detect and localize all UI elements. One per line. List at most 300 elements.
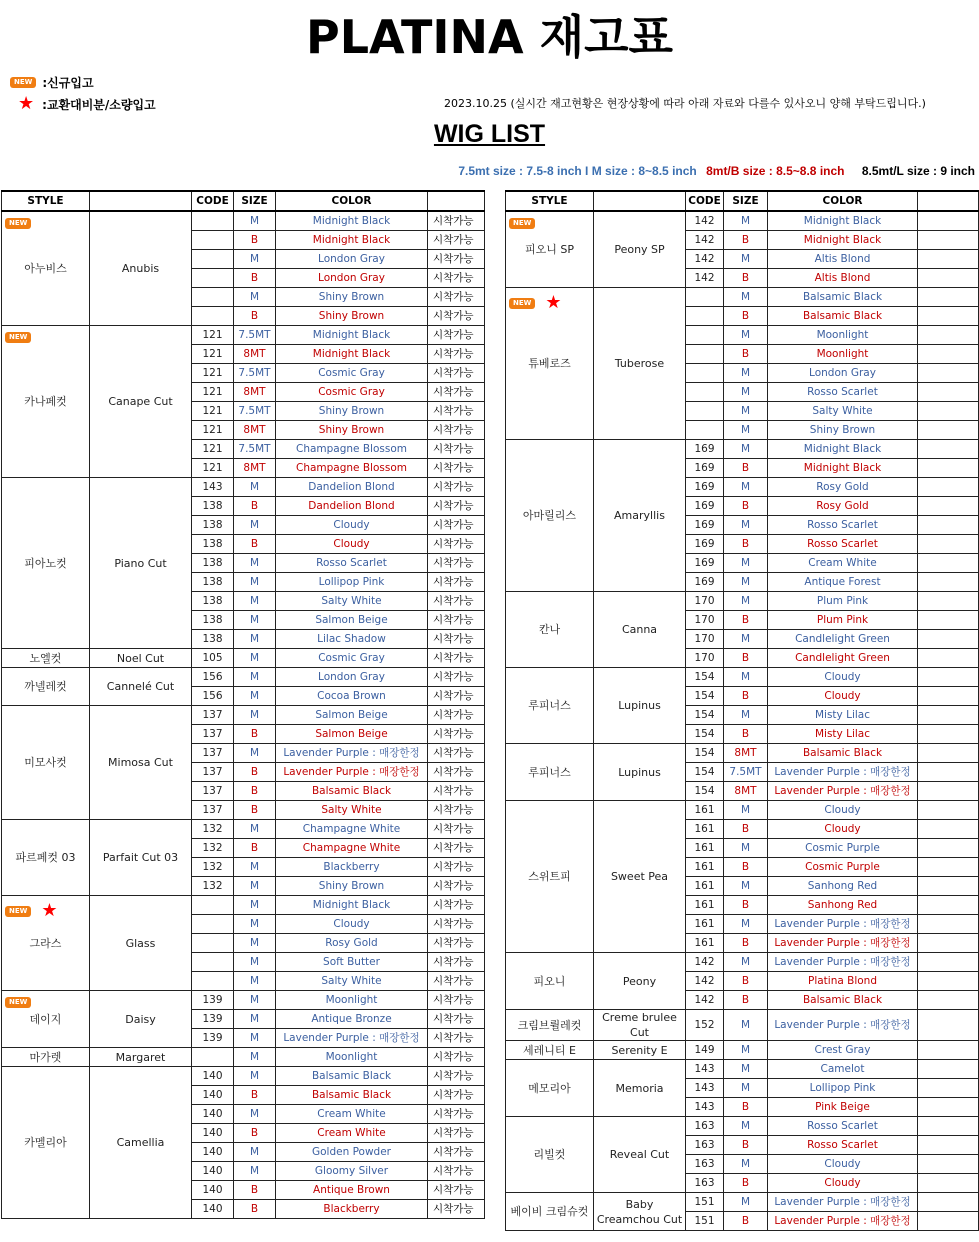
color-cell: Cloudy [768, 1155, 918, 1174]
size-cell: M [234, 1143, 276, 1162]
availability-cell: 시착가능 [428, 725, 485, 744]
size-guide [458, 164, 975, 178]
code-cell [192, 915, 234, 934]
stock-table-left [1, 190, 485, 1219]
style-kr-label: 크림브륄레컷 [517, 1018, 582, 1032]
code-cell: 154 [686, 687, 724, 706]
availability-cell: 시착가능 [428, 706, 485, 725]
code-cell: 161 [686, 820, 724, 839]
code-cell: 169 [686, 516, 724, 535]
size-cell: M [234, 211, 276, 231]
availability-cell: 시착가능 [428, 1048, 485, 1067]
table-row [2, 706, 485, 725]
code-cell: 161 [686, 839, 724, 858]
style-name-en: Peony SP [594, 211, 686, 288]
code-cell: 138 [192, 516, 234, 535]
code-cell [686, 307, 724, 326]
legend-new-label: :신규입고 [42, 76, 94, 90]
availability-cell [918, 326, 979, 345]
availability-cell: 시착가능 [428, 288, 485, 307]
style-kr-label: 카멜리아 [24, 1136, 67, 1149]
table-row [506, 1010, 979, 1041]
code-cell: 152 [686, 1010, 724, 1041]
color-cell: Balsamic Black [276, 1067, 428, 1086]
size-cell: M [234, 630, 276, 649]
availability-cell: 시착가능 [428, 535, 485, 554]
table-row [506, 1060, 979, 1079]
code-cell: 132 [192, 877, 234, 896]
code-cell [192, 972, 234, 991]
color-cell: Balsamic Black [276, 1086, 428, 1105]
code-cell: 139 [192, 1029, 234, 1048]
code-cell: 163 [686, 1117, 724, 1136]
color-cell: Lollipop Pink [768, 1079, 918, 1098]
code-cell: 143 [686, 1060, 724, 1079]
size-cell: B [724, 934, 768, 953]
code-cell: 121 [192, 345, 234, 364]
color-cell: Rosso Scarlet [768, 383, 918, 402]
code-cell: 138 [192, 535, 234, 554]
size-cell: B [724, 345, 768, 364]
availability-cell: 시착가능 [428, 896, 485, 915]
availability-cell [918, 630, 979, 649]
color-cell: Moonlight [276, 991, 428, 1010]
size-cell: M [724, 573, 768, 592]
code-cell: 139 [192, 1010, 234, 1029]
availability-cell: 시착가능 [428, 801, 485, 820]
code-cell [192, 231, 234, 250]
availability-cell [918, 1098, 979, 1117]
style-kr-label: 리빌컷 [533, 1148, 566, 1161]
color-cell: London Gray [768, 364, 918, 383]
availability-cell: 시착가능 [428, 839, 485, 858]
size-cell: 8MT [234, 383, 276, 402]
code-cell: 142 [686, 250, 724, 269]
style-name-en: Camellia [90, 1067, 192, 1219]
availability-cell: 시착가능 [428, 934, 485, 953]
code-cell: 137 [192, 782, 234, 801]
style-name-en: Glass [90, 896, 192, 991]
size-cell: B [234, 763, 276, 782]
color-cell: Gloomy Silver [276, 1162, 428, 1181]
color-cell: London Gray [276, 250, 428, 269]
size-cell: B [234, 497, 276, 516]
col-code: CODE [686, 191, 724, 211]
wig-list-heading: WIG LIST [433, 120, 546, 148]
color-cell: Cosmic Purple [768, 839, 918, 858]
code-cell: 142 [686, 231, 724, 250]
table-row [2, 991, 485, 1010]
code-cell: 169 [686, 478, 724, 497]
style-kr-label: 파르페컷 03 [15, 851, 76, 864]
size-cell: B [724, 1098, 768, 1117]
availability-cell [918, 782, 979, 801]
code-cell: 154 [686, 725, 724, 744]
code-cell: 142 [686, 953, 724, 972]
style-name-kr [2, 668, 90, 706]
code-cell [686, 364, 724, 383]
color-cell: Midnight Black [276, 231, 428, 250]
style-name-en: Mimosa Cut [90, 706, 192, 820]
style-name-kr [2, 896, 90, 991]
color-cell: Balsamic Black [768, 307, 918, 326]
size-cell: B [234, 307, 276, 326]
color-cell: Dandelion Blond [276, 497, 428, 516]
code-cell: 121 [192, 383, 234, 402]
size-cell: B [234, 839, 276, 858]
code-cell: 169 [686, 554, 724, 573]
style-name-kr [506, 592, 594, 668]
col-color: COLOR [768, 191, 918, 211]
availability-cell [918, 1060, 979, 1079]
size-cell: M [724, 1079, 768, 1098]
code-cell: 137 [192, 763, 234, 782]
size-cell: M [234, 915, 276, 934]
size-cell: M [724, 801, 768, 820]
availability-cell [918, 991, 979, 1010]
size-cell: M [724, 364, 768, 383]
code-cell: 170 [686, 611, 724, 630]
availability-cell: 시착가능 [428, 668, 485, 687]
stock-notice: 2023.10.25 (실시간 재고현황은 현장상황에 따라 아래 자료와 다를수 있사오니 양해 부탁드립니다.) [444, 97, 926, 110]
code-cell: 156 [192, 687, 234, 706]
code-cell: 143 [686, 1079, 724, 1098]
table-row [506, 1193, 979, 1212]
color-cell: Cream White [768, 554, 918, 573]
code-cell [192, 934, 234, 953]
star-icon: ★ [545, 292, 562, 313]
color-cell: Lilac Shadow [276, 630, 428, 649]
size-cell: B [724, 972, 768, 991]
size-cell: M [234, 934, 276, 953]
availability-cell: 시착가능 [428, 953, 485, 972]
code-cell: 121 [192, 402, 234, 421]
size-cell: B [724, 497, 768, 516]
table-row [506, 1041, 979, 1060]
availability-cell: 시착가능 [428, 915, 485, 934]
code-cell: 121 [192, 440, 234, 459]
style-name-en: Daisy [90, 991, 192, 1048]
legend-new [10, 74, 94, 91]
color-cell: Rosso Scarlet [768, 535, 918, 554]
code-cell [192, 211, 234, 231]
style-name-en: Noel Cut [90, 649, 192, 668]
color-cell: Lavender Purple : 매장한정 [276, 1029, 428, 1048]
code-cell: 170 [686, 649, 724, 668]
size-cell: M [234, 573, 276, 592]
color-cell: Shiny Brown [276, 402, 428, 421]
color-cell: Crest Gray [768, 1041, 918, 1060]
size-cell: M [234, 611, 276, 630]
size-cell: B [724, 459, 768, 478]
size-cell: M [234, 668, 276, 687]
size-cell: M [724, 839, 768, 858]
style-name-kr [506, 211, 594, 288]
color-cell: Cloudy [768, 687, 918, 706]
color-cell: Misty Lilac [768, 725, 918, 744]
availability-cell [918, 573, 979, 592]
style-name-en: Anubis [90, 211, 192, 326]
code-cell [192, 269, 234, 288]
color-cell: Midnight Black [768, 211, 918, 231]
color-cell: Rosy Gold [768, 478, 918, 497]
color-cell: Salty White [768, 402, 918, 421]
color-cell: Cloudy [276, 915, 428, 934]
color-cell: Shiny Brown [276, 288, 428, 307]
size-cell: M [724, 478, 768, 497]
table-row [506, 211, 979, 231]
size-cell: B [724, 649, 768, 668]
code-cell [192, 307, 234, 326]
size-cell: M [724, 915, 768, 934]
size-cell: M [234, 744, 276, 763]
availability-cell: 시착가능 [428, 1124, 485, 1143]
style-kr-label: 그라스 [29, 936, 62, 950]
availability-cell: 시착가능 [428, 991, 485, 1010]
color-cell: Antique Forest [768, 573, 918, 592]
size-cell: B [724, 820, 768, 839]
page-title: PLATINA 재고표 [306, 10, 673, 64]
table-header-row [2, 191, 485, 211]
color-cell: Midnight Black [768, 459, 918, 478]
style-name-en: Serenity E [594, 1041, 686, 1060]
availability-cell [918, 763, 979, 782]
style-name-kr [2, 820, 90, 896]
availability-cell [918, 953, 979, 972]
size-cell: B [724, 1212, 768, 1231]
code-cell: 105 [192, 649, 234, 668]
color-cell: Shiny Brown [276, 307, 428, 326]
size-cell: M [724, 211, 768, 231]
color-cell: Lollipop Pink [276, 573, 428, 592]
color-cell: Golden Powder [276, 1143, 428, 1162]
col-code: CODE [192, 191, 234, 211]
size-cell: M [234, 820, 276, 839]
availability-cell [918, 459, 979, 478]
color-cell: Lavender Purple : 매장한정 [276, 744, 428, 763]
color-cell: Blackberry [276, 1200, 428, 1219]
availability-cell: 시착가능 [428, 440, 485, 459]
col-style-en [90, 191, 192, 211]
code-cell: 161 [686, 801, 724, 820]
style-name-kr [506, 440, 594, 592]
style-name-kr [506, 1060, 594, 1117]
col-avail [918, 191, 979, 211]
size-cell: B [724, 611, 768, 630]
code-cell [192, 288, 234, 307]
color-cell: Midnight Black [276, 326, 428, 345]
code-cell: 161 [686, 877, 724, 896]
style-kr-label: 메모리아 [528, 1081, 571, 1095]
size-cell: M [234, 896, 276, 915]
style-name-en: Canna [594, 592, 686, 668]
style-kr-label: 노엘컷 [29, 651, 62, 665]
availability-cell [918, 706, 979, 725]
color-cell: Midnight Black [768, 231, 918, 250]
table-row [2, 1048, 485, 1067]
style-name-kr [2, 649, 90, 668]
table-row [506, 440, 979, 459]
style-name-kr [506, 953, 594, 1010]
style-badges [509, 218, 535, 229]
code-cell: 140 [192, 1200, 234, 1219]
color-cell: Lavender Purple : 매장한정 [768, 915, 918, 934]
size-cell: B [234, 1181, 276, 1200]
code-cell: 154 [686, 668, 724, 687]
availability-cell [918, 611, 979, 630]
availability-cell [918, 858, 979, 877]
code-cell: 143 [686, 1098, 724, 1117]
table-row [2, 1067, 485, 1086]
size-cell: B [234, 1200, 276, 1219]
style-badges [5, 902, 58, 920]
color-cell: Salmon Beige [276, 725, 428, 744]
code-cell: 139 [192, 991, 234, 1010]
size-cell: M [234, 972, 276, 991]
availability-cell: 시착가능 [428, 972, 485, 991]
availability-cell [918, 934, 979, 953]
color-cell: Antique Bronze [276, 1010, 428, 1029]
style-name-en: Peony [594, 953, 686, 1010]
size-cell: 7.5MT [234, 402, 276, 421]
code-cell: 163 [686, 1174, 724, 1193]
table-row [2, 649, 485, 668]
size-cell: M [234, 706, 276, 725]
size-cell: 8MT [234, 421, 276, 440]
style-name-en: Reveal Cut [594, 1117, 686, 1193]
code-cell: 142 [686, 972, 724, 991]
size-cell: B [234, 535, 276, 554]
color-cell: Rosso Scarlet [276, 554, 428, 573]
style-kr-label: 스위트피 [528, 870, 571, 883]
color-cell: Cloudy [276, 535, 428, 554]
color-cell: Altis Blond [768, 250, 918, 269]
size-cell: M [234, 1067, 276, 1086]
size-cell: 7.5MT [234, 440, 276, 459]
style-name-kr [2, 478, 90, 649]
availability-cell: 시착가능 [428, 782, 485, 801]
color-cell: Moonlight [276, 1048, 428, 1067]
new-badge-icon: NEW [509, 298, 535, 309]
availability-cell [918, 402, 979, 421]
code-cell: 138 [192, 573, 234, 592]
style-name-en: Sweet Pea [594, 801, 686, 953]
code-cell: 163 [686, 1155, 724, 1174]
new-badge-icon: NEW [509, 218, 535, 229]
size-cell: M [724, 953, 768, 972]
color-cell: Champagne Blossom [276, 459, 428, 478]
availability-cell: 시착가능 [428, 1162, 485, 1181]
size-cell: 8MT [724, 782, 768, 801]
color-cell: Lavender Purple : 매장한정 [768, 782, 918, 801]
size-cell: M [234, 478, 276, 497]
style-kr-label: 데이지 [29, 1012, 62, 1026]
code-cell: 154 [686, 744, 724, 763]
availability-cell: 시착가능 [428, 687, 485, 706]
table-row [2, 326, 485, 345]
code-cell: 138 [192, 611, 234, 630]
availability-cell [918, 345, 979, 364]
color-cell: Lavender Purple : 매장한정 [768, 1010, 918, 1041]
table-row [506, 953, 979, 972]
color-cell: London Gray [276, 269, 428, 288]
color-cell: Moonlight [768, 345, 918, 364]
code-cell: 169 [686, 497, 724, 516]
size-cell: B [234, 1124, 276, 1143]
color-cell: Rosy Gold [768, 497, 918, 516]
code-cell: 143 [192, 478, 234, 497]
availability-cell: 시착가능 [428, 250, 485, 269]
code-cell: 156 [192, 668, 234, 687]
code-cell: 138 [192, 554, 234, 573]
size-cell: M [724, 440, 768, 459]
code-cell: 132 [192, 839, 234, 858]
availability-cell: 시착가능 [428, 516, 485, 535]
color-cell: Candlelight Green [768, 649, 918, 668]
availability-cell [918, 1117, 979, 1136]
availability-cell [918, 383, 979, 402]
color-cell: Blackberry [276, 858, 428, 877]
availability-cell: 시착가능 [428, 649, 485, 668]
availability-cell: 시착가능 [428, 364, 485, 383]
size-cell: B [234, 1086, 276, 1105]
table-row [506, 1117, 979, 1136]
style-name-kr [506, 288, 594, 440]
color-cell: Salmon Beige [276, 706, 428, 725]
style-badges [5, 332, 31, 343]
size-cell: M [234, 687, 276, 706]
size-cell: 8MT [234, 345, 276, 364]
color-cell: Lavender Purple : 매장한정 [768, 763, 918, 782]
code-cell [686, 288, 724, 307]
size-guide-red: 8mt/B size : 8.5~8.8 inch [706, 164, 845, 178]
code-cell: 132 [192, 858, 234, 877]
availability-cell [918, 440, 979, 459]
code-cell: 137 [192, 744, 234, 763]
star-icon: ★ [41, 900, 58, 921]
availability-cell [918, 649, 979, 668]
code-cell: 137 [192, 725, 234, 744]
availability-cell: 시착가능 [428, 1181, 485, 1200]
new-badge-icon: NEW [5, 218, 31, 229]
availability-cell [918, 1174, 979, 1193]
color-cell: Misty Lilac [768, 706, 918, 725]
availability-cell [918, 516, 979, 535]
size-cell: M [234, 592, 276, 611]
code-cell [192, 1048, 234, 1067]
availability-cell: 시착가능 [428, 478, 485, 497]
availability-cell: 시착가능 [428, 1067, 485, 1086]
col-style: STYLE [2, 191, 90, 211]
availability-cell: 시착가능 [428, 763, 485, 782]
col-style-en [594, 191, 686, 211]
code-cell: 169 [686, 440, 724, 459]
style-kr-label: 칸나 [538, 623, 561, 636]
availability-cell [918, 250, 979, 269]
availability-cell: 시착가능 [428, 231, 485, 250]
style-name-kr [2, 1067, 90, 1219]
size-cell: M [234, 1048, 276, 1067]
style-badges [509, 294, 562, 312]
size-cell: M [724, 706, 768, 725]
code-cell: 154 [686, 706, 724, 725]
style-name-kr [506, 668, 594, 744]
availability-cell: 시착가능 [428, 459, 485, 478]
code-cell: 140 [192, 1181, 234, 1200]
new-badge-icon: NEW [10, 77, 36, 88]
color-cell: Lavender Purple : 매장한정 [768, 934, 918, 953]
code-cell: 121 [192, 364, 234, 383]
